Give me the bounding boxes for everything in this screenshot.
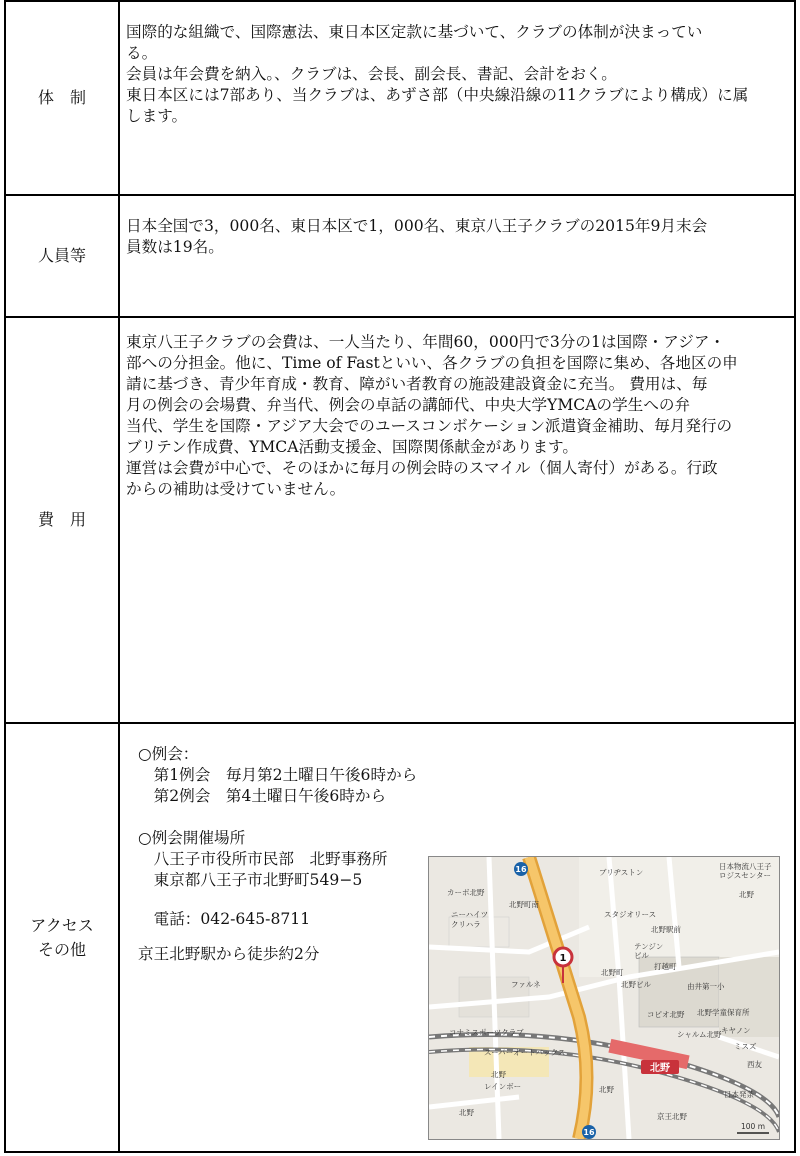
row-label-jinin: 人員等	[6, 196, 120, 316]
map-label: 北野町南	[509, 900, 539, 909]
text-line: からの補助は受けていません。	[126, 480, 346, 498]
text-line: 東日本区には7部あり、当クラブは、あずさ部（中央線沿線の11クラブにより構成）に属	[126, 86, 749, 104]
map-label: 北野ビル	[621, 980, 651, 989]
map-label: ファルネ	[511, 980, 541, 989]
map-label: 北野	[739, 890, 754, 899]
text-line: します。	[126, 107, 188, 125]
map-label: 北野	[491, 1070, 506, 1079]
map-label: 京王北野	[657, 1112, 687, 1121]
meeting-heading: ○例会：	[138, 745, 199, 763]
text-line: ブリテン作成費、YMCA活動支援金、国際関係献金があります。	[126, 438, 578, 456]
row-label-taisei: 体 制	[6, 2, 120, 194]
map-label: 日本発条	[724, 1090, 754, 1099]
text-line: 運営は会費が中心で、そのほかに毎月の例会時のスマイル（個人寄付）がある。行政	[126, 459, 718, 477]
map-label: シャルム北野	[677, 1030, 722, 1039]
text-line: 当代、学生を国際・アジア大会でのユースコンボケーション派遣資金補助、毎月発行の	[126, 417, 733, 435]
text-line: 会員は年会費を納入。、クラブは、会長、副会長、書記、会計をおく。	[126, 65, 617, 83]
pin-number: 1	[559, 953, 567, 964]
map-label: ミスズ	[734, 1042, 757, 1051]
map-label: クリハラ	[451, 920, 481, 929]
venue-address: 東京都八王子市北野町549−5	[138, 871, 363, 889]
venue-heading: ○例会開催場所	[138, 829, 246, 847]
row-label-hiyou: 費 用	[6, 318, 120, 722]
map-label: テンジン	[634, 942, 664, 951]
row-content-jinin	[120, 196, 794, 316]
text-line: る。	[126, 44, 158, 62]
text-line: 員数は19名。	[126, 238, 224, 256]
text-line: 月の例会の会場費、弁当代、例会の卓話の講師代、中央大学YMCAの学生への弁	[126, 396, 691, 414]
map-label: ブリヂストン	[599, 868, 644, 877]
text-line: 日本全国で3，000名、東日本区で1，000名、東京八王子クラブの2015年9月末会	[126, 217, 708, 235]
location-map	[428, 856, 780, 1140]
access-info	[138, 744, 417, 965]
map-label: 北野駅前	[651, 925, 681, 934]
venue-name: 八王子市役所市民部 北野事務所	[138, 850, 388, 868]
map-label: 西友	[747, 1060, 762, 1069]
route-badge: 16	[515, 865, 527, 874]
row-content-taisei	[120, 2, 794, 194]
map-label: コピオ北野	[647, 1010, 685, 1019]
meeting-1: 第1例会 毎月第2土曜日午後6時から	[138, 766, 418, 784]
directions: 京王北野駅から徒歩約2分	[138, 945, 320, 963]
map-label: カーボ北野	[447, 888, 485, 897]
row-label-access: アクセス その他	[6, 724, 120, 1151]
row-access	[6, 724, 794, 1151]
map-label: ニーハイツ	[451, 910, 489, 919]
text-line: 国際的な組織で、国際憲法、東日本区定款に基づいて、クラブの体制が決まってい	[126, 23, 703, 41]
map-label: 北野	[599, 1085, 614, 1094]
text-line: 東京八王子クラブの会費は、一人当たり、年間60，000円で3分の1は国際・アジア・	[126, 333, 726, 351]
map-label: 由井第一小	[687, 982, 725, 991]
scale-label: 100 m	[741, 1122, 766, 1131]
row-taisei	[6, 2, 794, 196]
map-label: コナミスポーツクラブ	[449, 1028, 524, 1037]
map-label: 北野	[459, 1108, 474, 1117]
row-hiyou	[6, 318, 794, 724]
meeting-2: 第2例会 第4土曜日午後6時から	[138, 787, 387, 805]
station-sign: 北野	[650, 1063, 670, 1074]
route-badge: 16	[583, 1128, 595, 1137]
info-table	[4, 0, 796, 1153]
map-label: 北野町	[601, 968, 624, 977]
map-label: レインボー	[484, 1082, 522, 1091]
map-label: 打越町	[654, 962, 677, 971]
map-label: 日本物流八王子	[719, 862, 772, 871]
text-line: 請に基づき、青少年育成・教育、障がい者教育の施設建設資金に充当。 費用は、毎	[126, 375, 708, 393]
map-label: 北野学童保育所	[697, 1008, 750, 1017]
row-content-hiyou	[120, 318, 794, 722]
map-label: スーパーオートバックス	[484, 1048, 566, 1057]
map-graphic	[429, 857, 779, 1139]
row-jinin	[6, 196, 794, 318]
text-line: 部への分担金。他に、Time of Fastといい、各クラブの負担を国際に集め、各地区の申	[126, 354, 738, 372]
map-label: ビル	[634, 951, 649, 960]
phone-number: 電話：042-645-8711	[138, 910, 311, 928]
map-label: ロジスセンター	[719, 871, 771, 880]
map-label: スタジオリース	[604, 910, 657, 919]
map-label: キヤノン	[721, 1026, 751, 1035]
